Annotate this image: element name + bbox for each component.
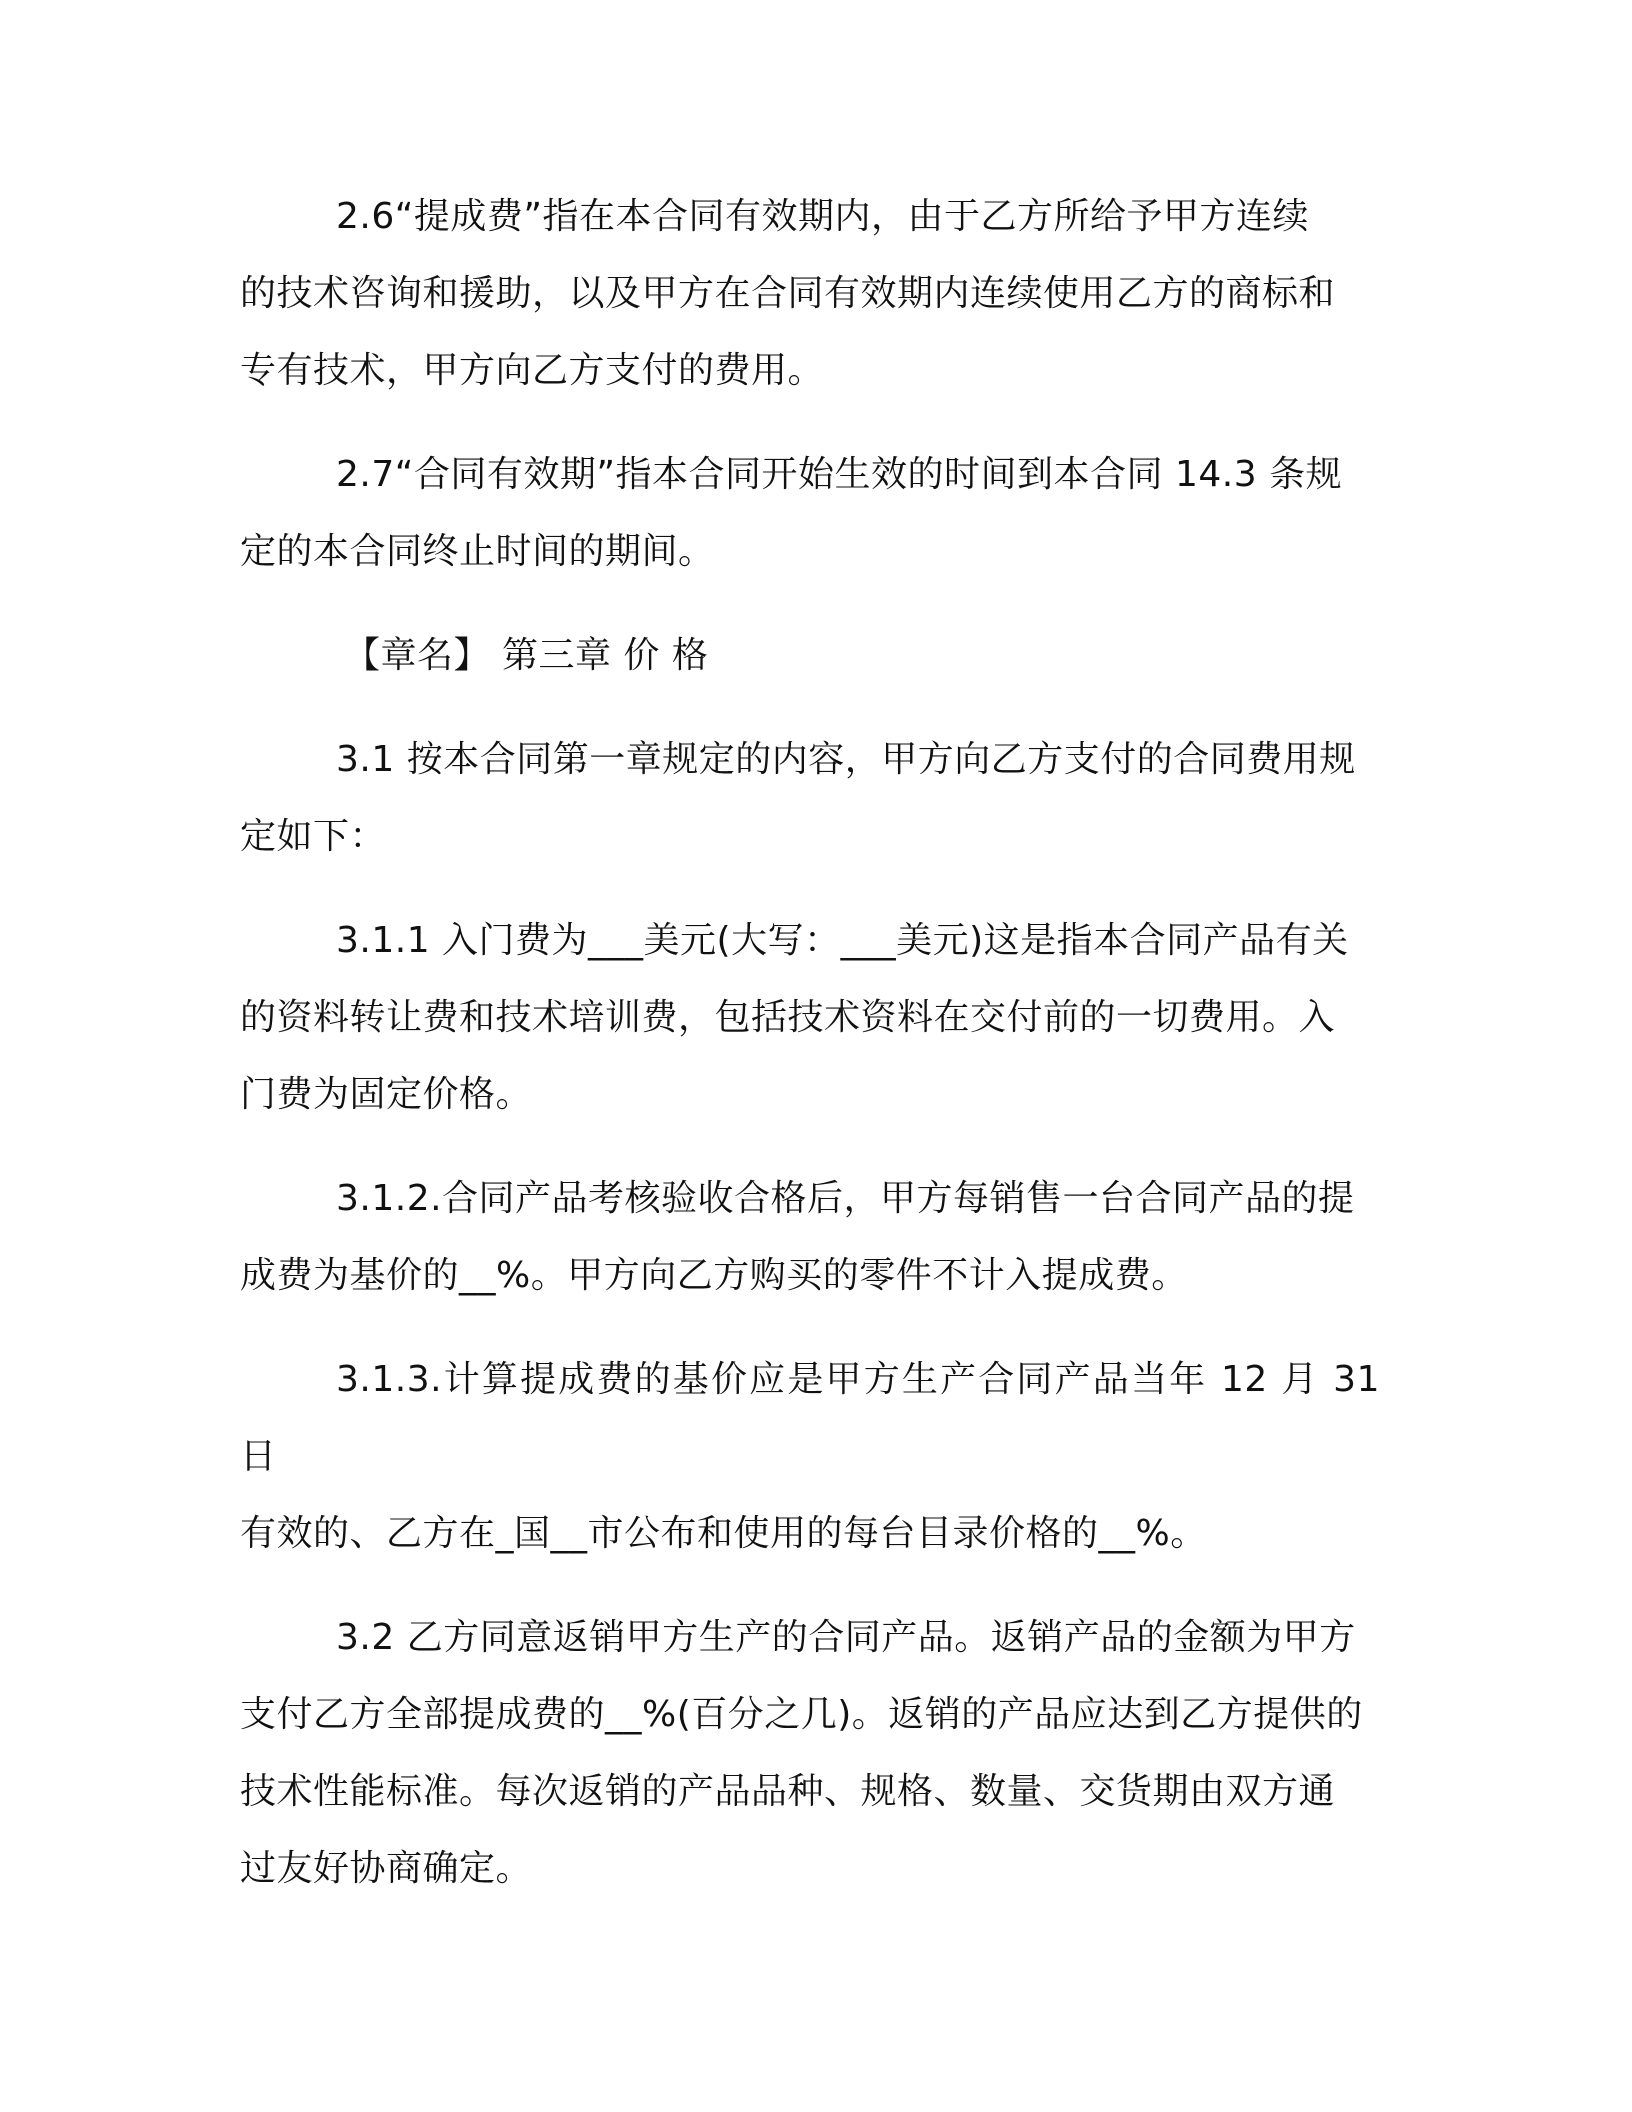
- text-line: 技术性能标准。每次返销的产品品种、规格、数量、交货期由双方通: [240, 1771, 1336, 1812]
- paragraph-2-7: [240, 436, 1380, 590]
- paragraph-3-2: [240, 1599, 1380, 1907]
- paragraph-3-1-2: [240, 1160, 1380, 1314]
- text-line: 专有技术，甲方向乙方支付的费用。: [240, 350, 825, 391]
- text-line: 2.7“合同有效期”指本合同开始生效的时间到本合同 14.3 条规: [336, 454, 1343, 495]
- text-line: 3.1.2.合同产品考核验收合格后，甲方每销售一台合同产品的提: [336, 1178, 1355, 1219]
- paragraph-3-1: [240, 721, 1380, 875]
- text-line: 定的本合同终止时间的期间。: [240, 531, 715, 572]
- text-line: 支付乙方全部提成费的__%(百分之几)。返销的产品应达到乙方提供的: [240, 1694, 1363, 1735]
- paragraph-3-1-1: [240, 902, 1380, 1133]
- text-line: 的资料转让费和技术培训费，包括技术资料在交付前的一切费用。入: [240, 997, 1336, 1038]
- text-line: 3.1 按本合同第一章规定的内容，甲方向乙方支付的合同费用规: [336, 739, 1356, 780]
- document-body: [240, 178, 1380, 1934]
- text-line: 3.1.1 入门费为___美元(大写：___美元)这是指本合同产品有关: [336, 920, 1349, 961]
- paragraph-3-1-3: [240, 1341, 1380, 1572]
- text-line: 3.1.3.计算提成费的基价应是甲方生产合同产品当年 12 月 31 日: [240, 1359, 1380, 1477]
- text-line: 的技术咨询和援助，以及甲方在合同有效期内连续使用乙方的商标和: [240, 273, 1336, 314]
- text-line: 有效的、乙方在_国__市公布和使用的每台目录价格的__%。: [240, 1513, 1207, 1554]
- text-line: 3.2 乙方同意返销甲方生产的合同产品。返销产品的金额为甲方: [336, 1617, 1356, 1658]
- text-line: 门费为固定价格。: [240, 1074, 533, 1115]
- paragraph-2-6: [240, 178, 1380, 409]
- text-line: 2.6“提成费”指在本合同有效期内，由于乙方所给予甲方连续: [336, 196, 1310, 237]
- chapter-heading: 【章名】 第三章 价 格: [344, 635, 709, 676]
- text-line: 成费为基价的__%。甲方向乙方购买的零件不计入提成费。: [240, 1255, 1188, 1296]
- text-line: 定如下：: [240, 816, 387, 857]
- text-line: 过友好协商确定。: [240, 1848, 533, 1889]
